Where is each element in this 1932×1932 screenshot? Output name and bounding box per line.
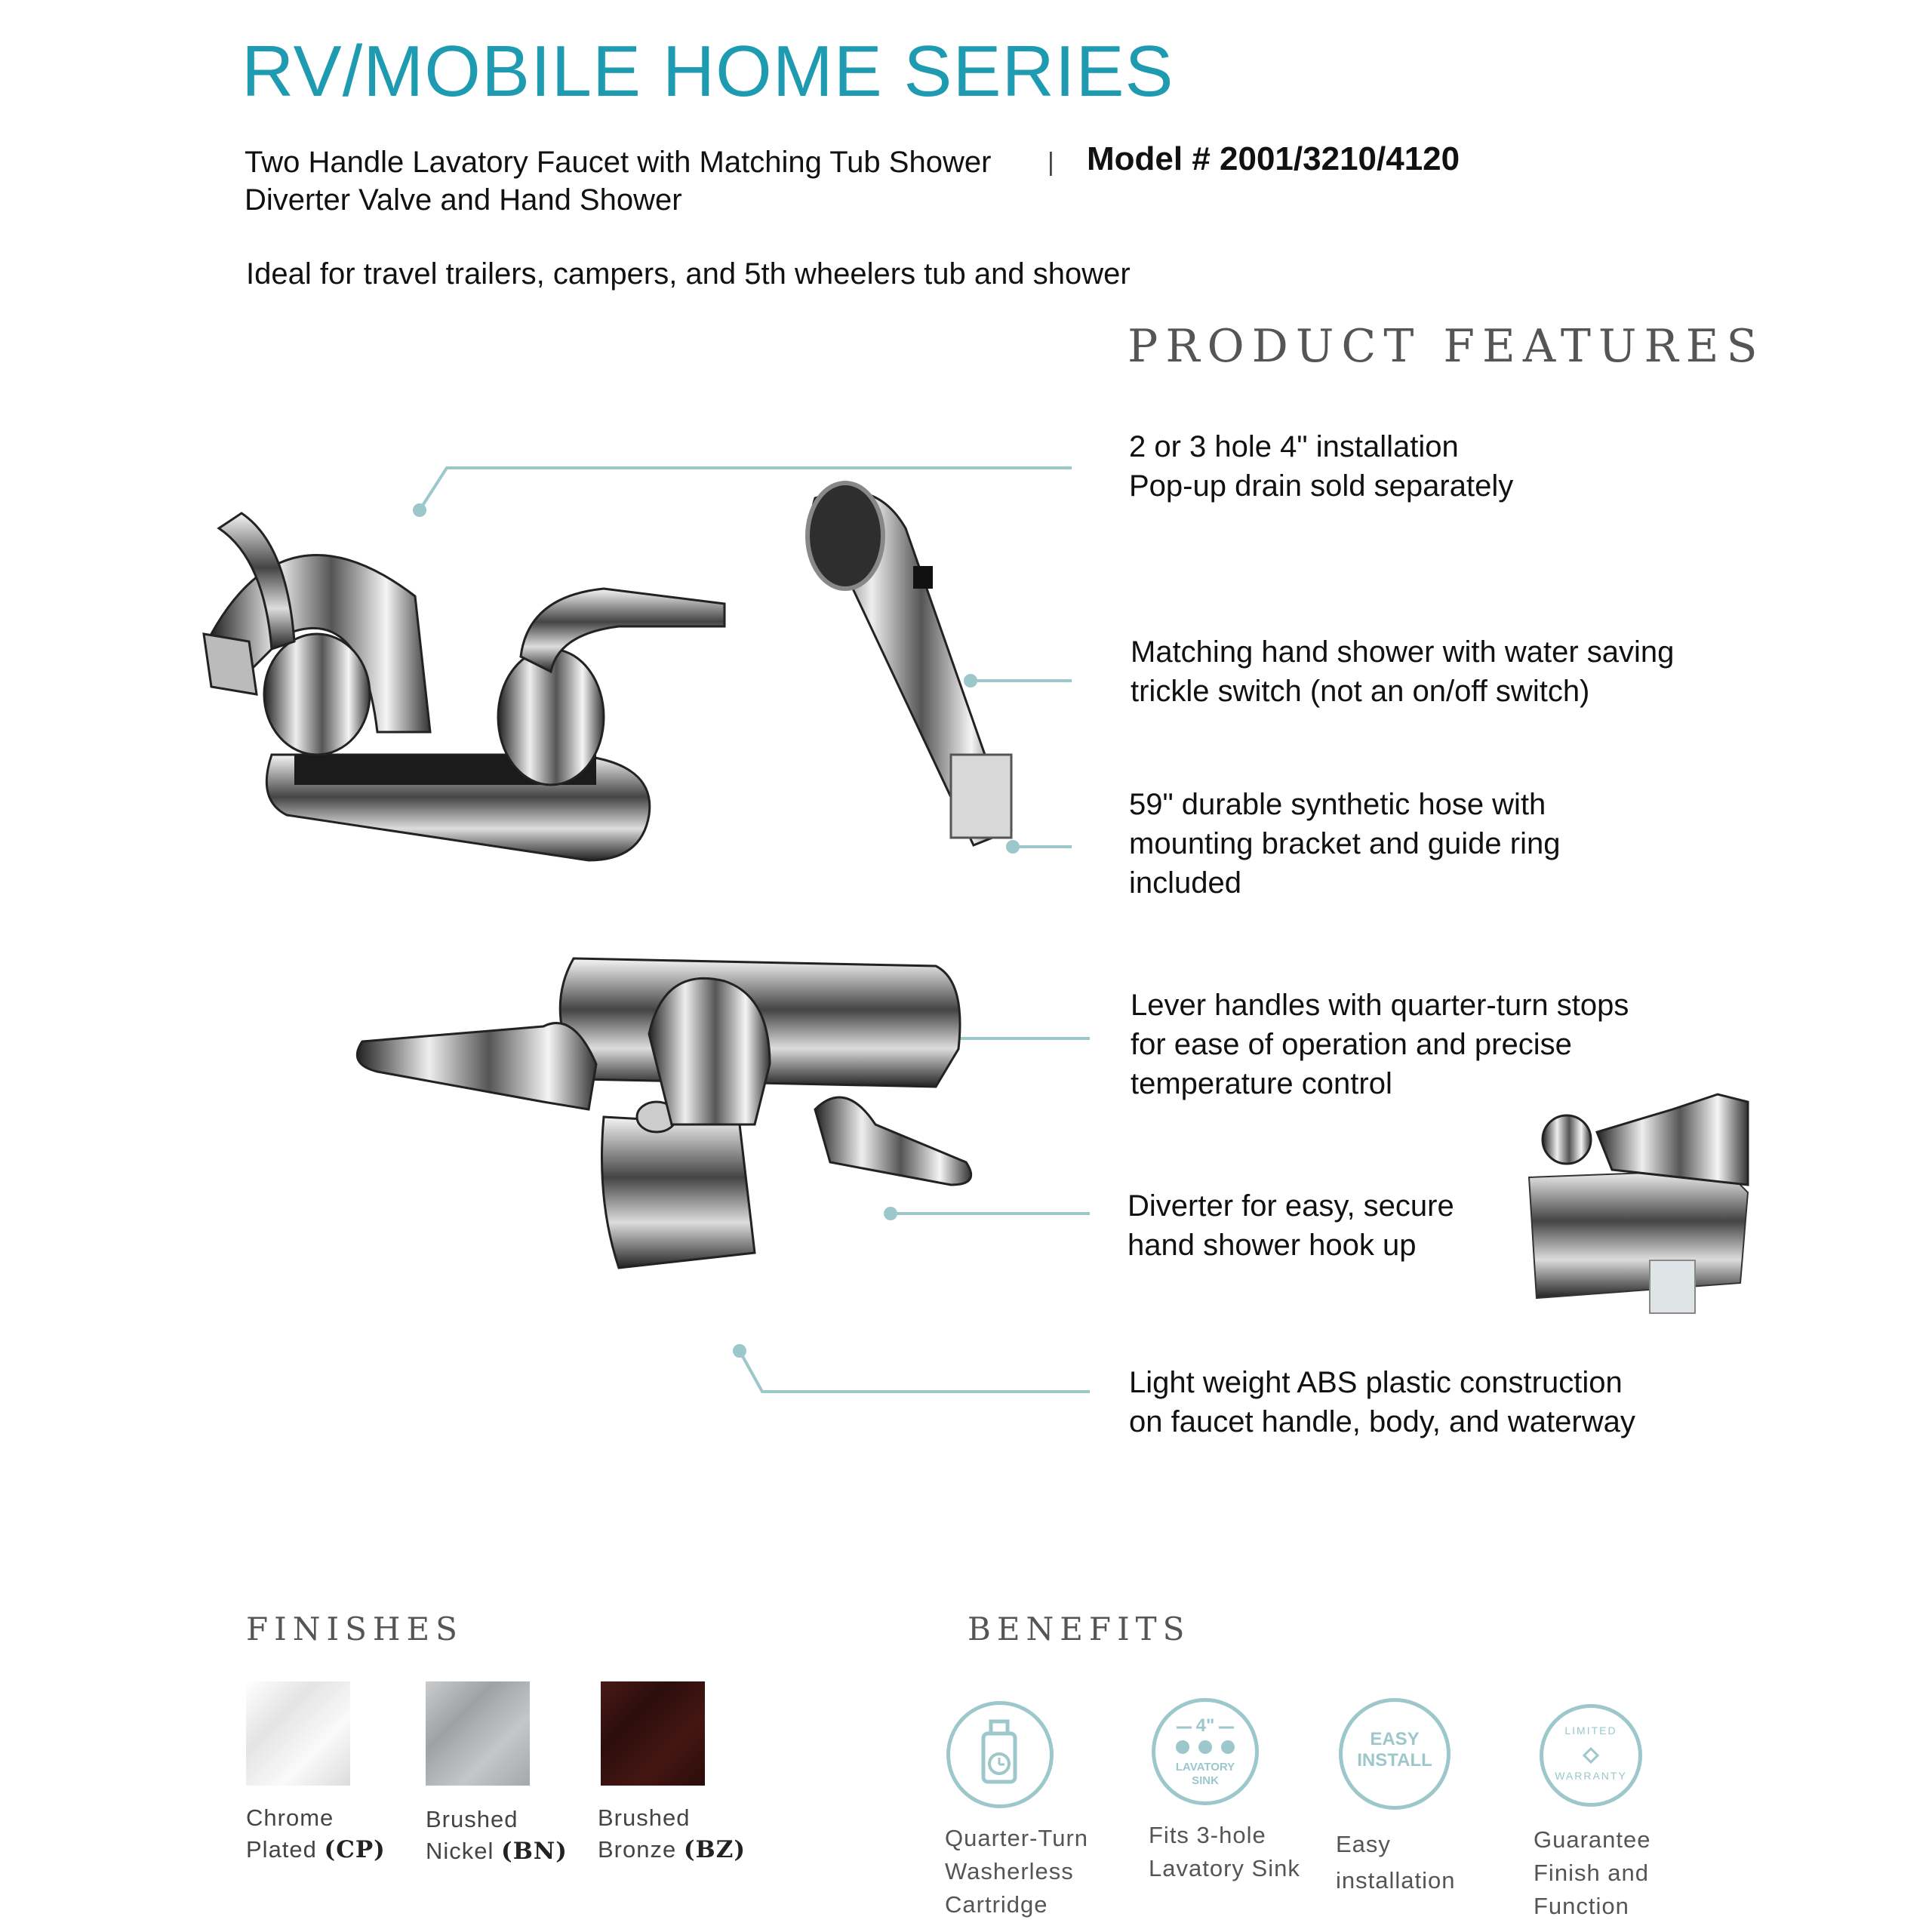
tub-diverter-image [347, 936, 996, 1298]
sink-size-label: 4" [1195, 1715, 1215, 1736]
feature-diverter [1128, 1186, 1454, 1265]
warranty-icon-text: LIMITED [1564, 1724, 1617, 1737]
benefit-text-line: Fits 3-hole [1149, 1822, 1266, 1848]
cartridge-icon [946, 1701, 1054, 1808]
feature-text-line: Matching hand shower with water saving [1131, 635, 1675, 669]
benefit-text-line: Cartridge [945, 1891, 1048, 1918]
page-title: RV/MOBILE HOME SERIES [242, 31, 1174, 112]
feature-text-line: Light weight ABS plastic construction [1129, 1366, 1623, 1399]
finish-code: (CP) [324, 1836, 386, 1863]
diverter-inset-image [1521, 1079, 1748, 1306]
lavatory-sink-icon [1152, 1698, 1259, 1805]
benefit-text-line: Washerless [945, 1858, 1074, 1884]
callout-dot-6 [733, 1344, 746, 1358]
swatch-chrome [246, 1681, 350, 1786]
sink-icon-text: LAVATORY [1175, 1761, 1235, 1774]
finish-name: Bronze [598, 1836, 677, 1863]
benefit-text-line: installation [1336, 1867, 1456, 1894]
feature-text-line: trickle switch (not an on/off switch) [1131, 675, 1590, 708]
finish-name: Chrome [246, 1804, 334, 1831]
swatch-brushed-bronze [601, 1681, 705, 1786]
lavatory-faucet-image [196, 483, 740, 891]
finish-name: Brushed [598, 1804, 691, 1831]
easy-install-icon [1339, 1698, 1451, 1810]
swatch-brushed-nickel [426, 1681, 530, 1786]
feature-text-line: Pop-up drain sold separately [1129, 469, 1514, 503]
hand-shower-image [785, 483, 1026, 875]
benefit-label-sink [1149, 1819, 1300, 1885]
feature-hand-shower [1131, 632, 1674, 711]
benefit-text-line: Easy [1336, 1831, 1391, 1857]
feature-hose [1129, 785, 1560, 903]
benefit-text-line: Function [1534, 1893, 1629, 1919]
finish-code: (BN) [501, 1838, 568, 1865]
benefit-label-warranty [1534, 1823, 1651, 1923]
feature-abs-construction [1129, 1363, 1635, 1441]
feature-text-line: 2 or 3 hole 4" installation [1129, 430, 1459, 463]
feature-installation [1129, 427, 1513, 506]
benefit-text-line: Quarter-Turn [945, 1825, 1089, 1851]
product-subtitle-line1: Two Handle Lavatory Faucet with Matching Tub Shower [245, 146, 992, 179]
finish-label-bronze [598, 1802, 746, 1866]
finish-label-chrome [246, 1802, 386, 1866]
feature-text-line: for ease of operation and precise [1131, 1028, 1572, 1061]
warranty-icon-text: WARRANTY [1555, 1770, 1627, 1782]
finish-name: Brushed [426, 1806, 518, 1832]
model-number: Model # 2001/3210/4120 [1087, 140, 1460, 177]
finish-name: Nickel [426, 1838, 494, 1864]
feature-text-line: hand shower hook up [1128, 1229, 1417, 1262]
benefits-heading: BENEFITS [968, 1611, 1191, 1647]
product-subtitle-line2: Diverter Valve and Hand Shower [245, 183, 682, 217]
limited-warranty-icon [1540, 1704, 1642, 1807]
feature-text-line: Diverter for easy, secure [1128, 1189, 1454, 1223]
benefit-text-line: Finish and [1534, 1860, 1650, 1886]
feature-text-line: Lever handles with quarter-turn stops [1131, 989, 1629, 1022]
easy-install-text: EASY [1370, 1729, 1420, 1749]
benefit-label-cartridge [945, 1822, 1088, 1921]
tagline: Ideal for travel trailers, campers, and 5th wheelers tub and shower [246, 257, 1131, 291]
header-separator: | [1048, 148, 1054, 177]
easy-install-text: INSTALL [1357, 1750, 1432, 1770]
finish-name: Plated [246, 1836, 317, 1863]
finishes-heading: FINISHES [246, 1611, 463, 1647]
feature-text-line: on faucet handle, body, and waterway [1129, 1405, 1635, 1438]
feature-text-line: mounting bracket and guide ring [1129, 827, 1561, 860]
benefit-text-line: Lavatory Sink [1149, 1855, 1300, 1881]
product-features-heading: PRODUCT FEATURES [1128, 320, 1765, 373]
feature-text-line: included [1129, 866, 1242, 900]
finish-code: (BZ) [683, 1836, 746, 1863]
sink-icon-text: SINK [1192, 1774, 1219, 1787]
callout-line-6 [740, 1351, 1090, 1392]
feature-text-line: temperature control [1131, 1067, 1392, 1100]
feature-lever-handles [1131, 986, 1629, 1103]
benefit-text-line: Guarantee [1534, 1826, 1651, 1853]
benefit-label-install [1336, 1826, 1455, 1899]
feature-text-line: 59" durable synthetic hose with [1129, 788, 1546, 821]
finish-label-nickel [426, 1804, 568, 1867]
